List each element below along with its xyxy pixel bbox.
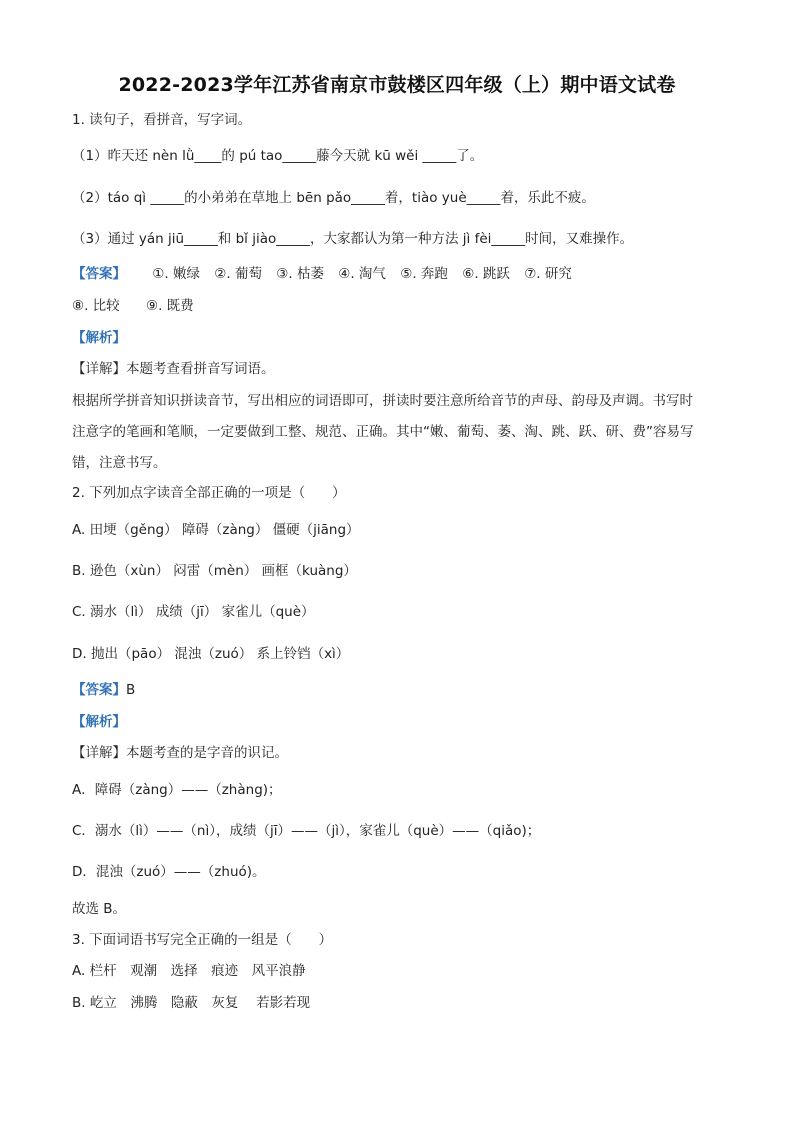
q1-detail: 【详解】本题考查看拼音写词语。 bbox=[72, 361, 275, 377]
q2-option-b: B. 逊色（xùn） 闷雷（mèn） 画框（kuàng） bbox=[72, 563, 357, 579]
q2-conclusion: 故选 B。 bbox=[72, 901, 127, 917]
q1-paragraph-2: 注意字的笔画和笔顺，一定要做到工整、规范、正确。其中“嫩、葡萄、萎、淘、跳、跃、研、费”容易写 bbox=[72, 424, 694, 440]
answer-item: ⑦. 研究 bbox=[524, 266, 572, 282]
answer-item: ⑥. 跳跃 bbox=[462, 266, 510, 282]
q1-paragraph-1: 根据所学拼音知识拼读音节，写出相应的词语即可，拼读时要注意所给音节的声母、韵母及声调。书写时 bbox=[72, 393, 693, 409]
answer-item: ⑨. 既费 bbox=[145, 298, 194, 314]
q1-sentence-1: （1）昨天还 nèn lǜ____的 pú tao_____藤今天就 kū wěi _____了。 bbox=[72, 148, 484, 164]
q2-analysis-tag: 【解析】 bbox=[72, 714, 126, 730]
q3-option-a: A. 栏杆 观潮 选择 痕迹 风平浪静 bbox=[72, 963, 306, 979]
answer-item: ⑧. 比较 bbox=[72, 298, 120, 314]
q1-analysis-tag: 【解析】 bbox=[72, 330, 126, 346]
q2-fix-c: C．溺水（lì）——（nì），成绩（jī）——（jì），家雀儿（què）——（qiǎo)； bbox=[72, 823, 541, 839]
q2-answer bbox=[72, 680, 135, 700]
q1-answer-row-1 bbox=[72, 264, 582, 284]
q1-sentence-3: （3）通过 yán jiū_____和 bǐ jiào_____，大家都认为第一种方法 jì fèi_____时间，又难操作。 bbox=[72, 231, 634, 247]
answer-item: ⑤. 奔跑 bbox=[400, 266, 448, 282]
q2-detail: 【详解】本题考查的是字音的识记。 bbox=[72, 745, 288, 761]
q2-option-c: C. 溺水（lì） 成绩（jī） 家雀儿（què） bbox=[72, 604, 315, 620]
q1-sentence-2: （2）táo qì _____的小弟弟在草地上 bēn pǎo_____着，tiào yuè_____着，乐此不疲。 bbox=[72, 190, 595, 206]
answer-item: ②. 葡萄 bbox=[214, 266, 262, 282]
q1-answer-row-2 bbox=[72, 296, 194, 316]
q3-stem: 3. 下面词语书写完全正确的一组是（ ） bbox=[72, 932, 333, 948]
answer-item: ④. 淘气 bbox=[338, 266, 386, 282]
q2-option-a: A. 田埂（gěng） 障碍（zàng） 僵硬（jiāng） bbox=[72, 522, 360, 538]
q3-option-b: B. 屹立 沸腾 隐蔽 灰复 若影若现 bbox=[72, 995, 311, 1011]
answer-tag: 【答案】 bbox=[72, 266, 126, 282]
answer-list bbox=[152, 264, 582, 284]
answer-item: ③. 枯萎 bbox=[276, 266, 324, 282]
answer-value: B bbox=[126, 682, 136, 698]
answer-item: ①. 嫩绿 bbox=[152, 266, 200, 282]
q1-paragraph-3: 错，注意书写。 bbox=[72, 455, 167, 471]
q2-option-d: D. 抛出（pāo） 混浊（zuó） 系上铃铛（xì） bbox=[72, 646, 350, 662]
page-title: 2022-2023学年江苏省南京市鼓楼区四年级（上）期中语文试卷 bbox=[118, 74, 676, 96]
q1-stem: 1. 读句子，看拼音，写字词。 bbox=[72, 112, 252, 128]
q2-fix-d: D．混浊（zuó）——（zhuó)。 bbox=[72, 864, 266, 880]
q2-stem: 2. 下列加点字读音全部正确的一项是（ ） bbox=[72, 485, 346, 501]
answer-tag: 【答案】 bbox=[72, 682, 126, 698]
q2-fix-a: A．障碍（zàng）——（zhàng)； bbox=[72, 782, 282, 798]
